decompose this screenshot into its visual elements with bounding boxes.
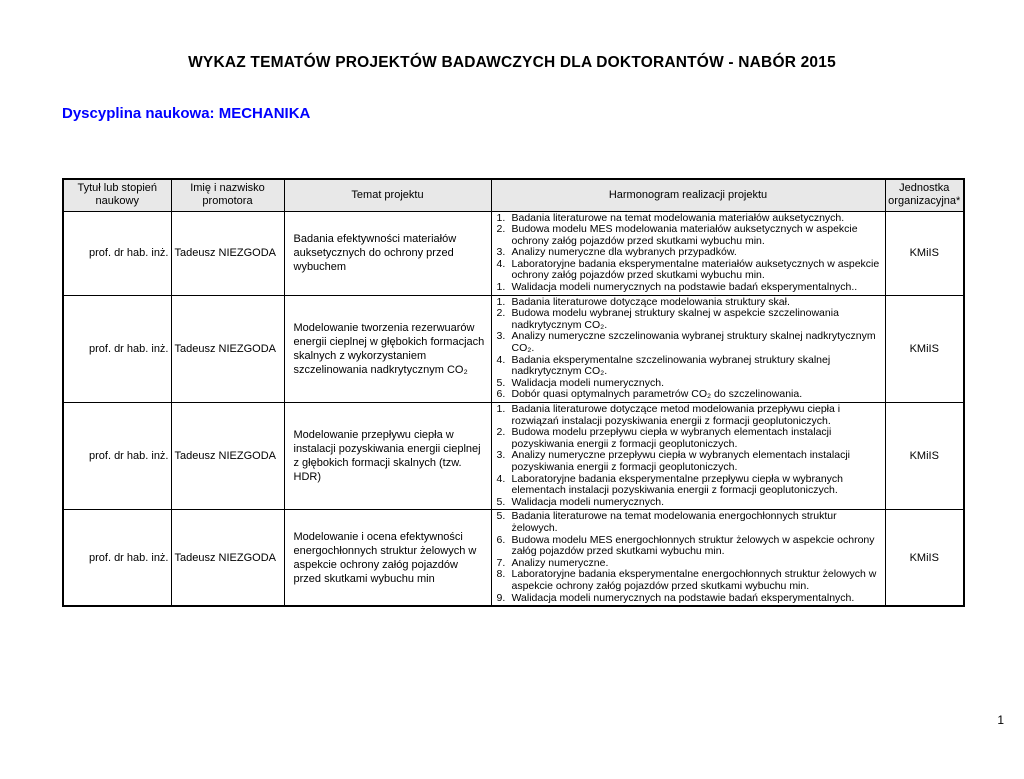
schedule-item-text: Walidacja modeli numerycznych. xyxy=(511,495,665,508)
topic-cell: Modelowanie tworzenia rezerwuarów energii cieplnej w głębokich formacjach skalnych z wykorzystaniem szczelinowania nadkrytycznym CO₂ xyxy=(284,295,491,402)
schedule-item-text: Badania eksperymentalne szczelinowania wybranej struktury skalnej nadkrytycznym CO₂. xyxy=(511,353,831,378)
topic-cell: Modelowanie przepływu ciepła w instalacji pozyskiwania energii cieplnej z głębokich formacji skalnych (tzw. HDR) xyxy=(284,403,491,510)
schedule-cell xyxy=(491,211,885,295)
schedule-item-text: Badania literaturowe dotyczące modelowania struktury skał. xyxy=(511,295,790,308)
unit-cell: KMiIS xyxy=(885,510,964,606)
schedule-item xyxy=(492,569,883,592)
schedule-item xyxy=(492,259,883,282)
promoter-cell: Tadeusz NIEZGODA xyxy=(171,295,284,402)
degree-cell: prof. dr hab. inż. xyxy=(63,403,171,510)
schedule-item-number: 8. xyxy=(496,568,506,581)
table-row xyxy=(63,211,964,295)
schedule-item-number: 3. xyxy=(496,246,506,259)
schedule-item-number: 4. xyxy=(496,353,506,366)
promoter-cell: Tadeusz NIEZGODA xyxy=(171,510,284,606)
schedule-item-text: Walidacja modeli numerycznych na podstawie badań eksperymentalnych. xyxy=(511,591,855,604)
schedule-list xyxy=(492,404,883,508)
table-body xyxy=(63,211,964,606)
table-header xyxy=(63,179,964,211)
schedule-list xyxy=(492,511,883,604)
schedule-item xyxy=(492,282,883,294)
schedule-item-number: 6. xyxy=(496,388,506,401)
schedule-item xyxy=(492,593,883,605)
schedule-item xyxy=(492,511,883,534)
schedule-item-number: 1. xyxy=(496,295,506,308)
schedule-item xyxy=(492,224,883,247)
schedule-item-number: 3. xyxy=(496,449,506,462)
schedule-item xyxy=(492,308,883,331)
schedule-item-text: Walidacja modeli numerycznych. xyxy=(511,376,665,389)
schedule-item-number: 1. xyxy=(496,403,506,415)
schedule-item-text: Laboratoryjne badania eksperymentalne materiałów auksetycznych w aspekcie ochrony załóg pojazdów przed skutkami wybuchu min. xyxy=(511,257,880,282)
header-row xyxy=(63,179,964,211)
schedule-item xyxy=(492,497,883,509)
schedule-item-number: 9. xyxy=(496,591,506,604)
header-promoter: Imię i nazwisko promotora xyxy=(171,179,284,211)
unit-cell: KMiIS xyxy=(885,403,964,510)
schedule-item xyxy=(492,427,883,450)
schedule-item-text: Badania literaturowe na temat modelowania energochłonnych struktur żelowych. xyxy=(511,510,837,534)
topic-cell: Modelowanie i ocena efektywności energochłonnych struktur żelowych w aspekcie ochrony załóg pojazdów przed skutkami wybuchu min xyxy=(284,510,491,606)
header-schedule: Harmonogram realizacji projektu xyxy=(491,179,885,211)
discipline-heading: Dyscyplina naukowa: MECHANIKA xyxy=(62,105,311,122)
schedule-item xyxy=(492,355,883,378)
schedule-item-text: Laboratoryjne badania eksperymentalne energochłonnych struktur żelowych w aspekcie ochrony załóg pojazdów przed skutkami wybuchu min. xyxy=(511,568,877,592)
schedule-list xyxy=(492,297,883,401)
degree-cell: prof. dr hab. inż. xyxy=(63,510,171,606)
schedule-item-number: 1. xyxy=(496,281,506,294)
topic-cell: Badania efektywności materiałów auksetycznych do ochrony przed wybuchem xyxy=(284,211,491,295)
schedule-cell xyxy=(491,295,885,402)
promoter-cell: Tadeusz NIEZGODA xyxy=(171,403,284,510)
degree-cell: prof. dr hab. inż. xyxy=(63,295,171,402)
page-number: 1 xyxy=(997,713,1004,727)
schedule-item-number: 2. xyxy=(496,426,506,439)
schedule-item-number: 2. xyxy=(496,223,506,236)
schedule-item-text: Budowa modelu MES energochłonnych struktur żelowych w aspekcie ochrony załóg pojazdów przed skutkami wybuchu min. xyxy=(511,533,875,558)
schedule-item-text: Badania literaturowe na temat modelowania materiałów auksetycznych. xyxy=(511,211,845,224)
schedule-item xyxy=(492,450,883,473)
table-row xyxy=(63,295,964,402)
schedule-item-number: 5. xyxy=(496,510,506,523)
schedule-item-text: Badania literaturowe dotyczące metod modelowania przepływu ciepła i rozwiązań instalacji pozyskiwania energii z formacji geoplutoniczych. xyxy=(511,403,841,427)
schedule-item-number: 5. xyxy=(496,376,506,389)
schedule-cell xyxy=(491,510,885,606)
document-title: WYKAZ TEMATÓW PROJEKTÓW BADAWCZYCH DLA DOKTORANTÓW - NABÓR 2015 xyxy=(188,54,836,71)
header-topic: Temat projektu xyxy=(284,179,491,211)
schedule-item-text: Laboratoryjne badania eksperymentalne przepływu ciepła w wybranych elementach instalacji pozyskiwania energii z formacji geoplutoniczych. xyxy=(511,472,844,497)
schedule-item-text: Analizy numeryczne. xyxy=(511,556,609,569)
schedule-item-text: Walidacja modeli numerycznych na podstawie badań eksperymentalnych.. xyxy=(511,281,858,294)
table-row xyxy=(63,510,964,606)
schedule-item-number: 4. xyxy=(496,472,506,485)
document-page xyxy=(0,54,1024,779)
schedule-item-number: 3. xyxy=(496,330,506,343)
schedule-item-number: 6. xyxy=(496,533,506,546)
schedule-cell xyxy=(491,403,885,510)
promoter-cell: Tadeusz NIEZGODA xyxy=(171,211,284,295)
projects-table xyxy=(62,178,965,607)
schedule-item-text: Analizy numeryczne dla wybranych przypadków. xyxy=(511,246,737,259)
schedule-item-text: Budowa modelu wybranej struktury skalnej w aspekcie szczelinowania nadkrytycznym CO₂. xyxy=(511,307,839,331)
schedule-item xyxy=(492,404,883,427)
schedule-item xyxy=(492,331,883,354)
header-degree: Tytuł lub stopień naukowy xyxy=(63,179,171,211)
schedule-item-number: 2. xyxy=(496,307,506,320)
schedule-item-number: 1. xyxy=(496,211,506,224)
schedule-item-number: 7. xyxy=(496,556,506,569)
schedule-item-text: Analizy numeryczne przepływu ciepła w wybranych elementach instalacji pozyskiwania energii z formacji geoplutoniczych. xyxy=(511,449,850,473)
unit-cell: KMiIS xyxy=(885,211,964,295)
degree-cell: prof. dr hab. inż. xyxy=(63,211,171,295)
schedule-item-text: Budowa modelu przepływu ciepła w wybranych elementach instalacji pozyskiwania energii z formacji geoplutoniczych. xyxy=(511,426,832,450)
header-unit: Jednostka organizacyjna* xyxy=(885,179,964,211)
schedule-item xyxy=(492,535,883,558)
schedule-item-text: Dobór quasi optymalnych parametrów CO₂ do szczelinowania. xyxy=(511,388,803,401)
unit-cell: KMiIS xyxy=(885,295,964,402)
schedule-list xyxy=(492,213,883,294)
schedule-item-text: Budowa modelu MES modelowania materiałów auksetycznych w aspekcie ochrony załóg pojazdów przed skutkami wybuchu min. xyxy=(511,223,858,247)
schedule-item-number: 4. xyxy=(496,257,506,270)
table-row xyxy=(63,403,964,510)
schedule-item-text: Analizy numeryczne szczelinowania wybranej struktury skalnej nadkrytycznym CO₂. xyxy=(511,330,876,355)
schedule-item xyxy=(492,474,883,497)
schedule-item-number: 5. xyxy=(496,495,506,508)
schedule-item xyxy=(492,389,883,401)
